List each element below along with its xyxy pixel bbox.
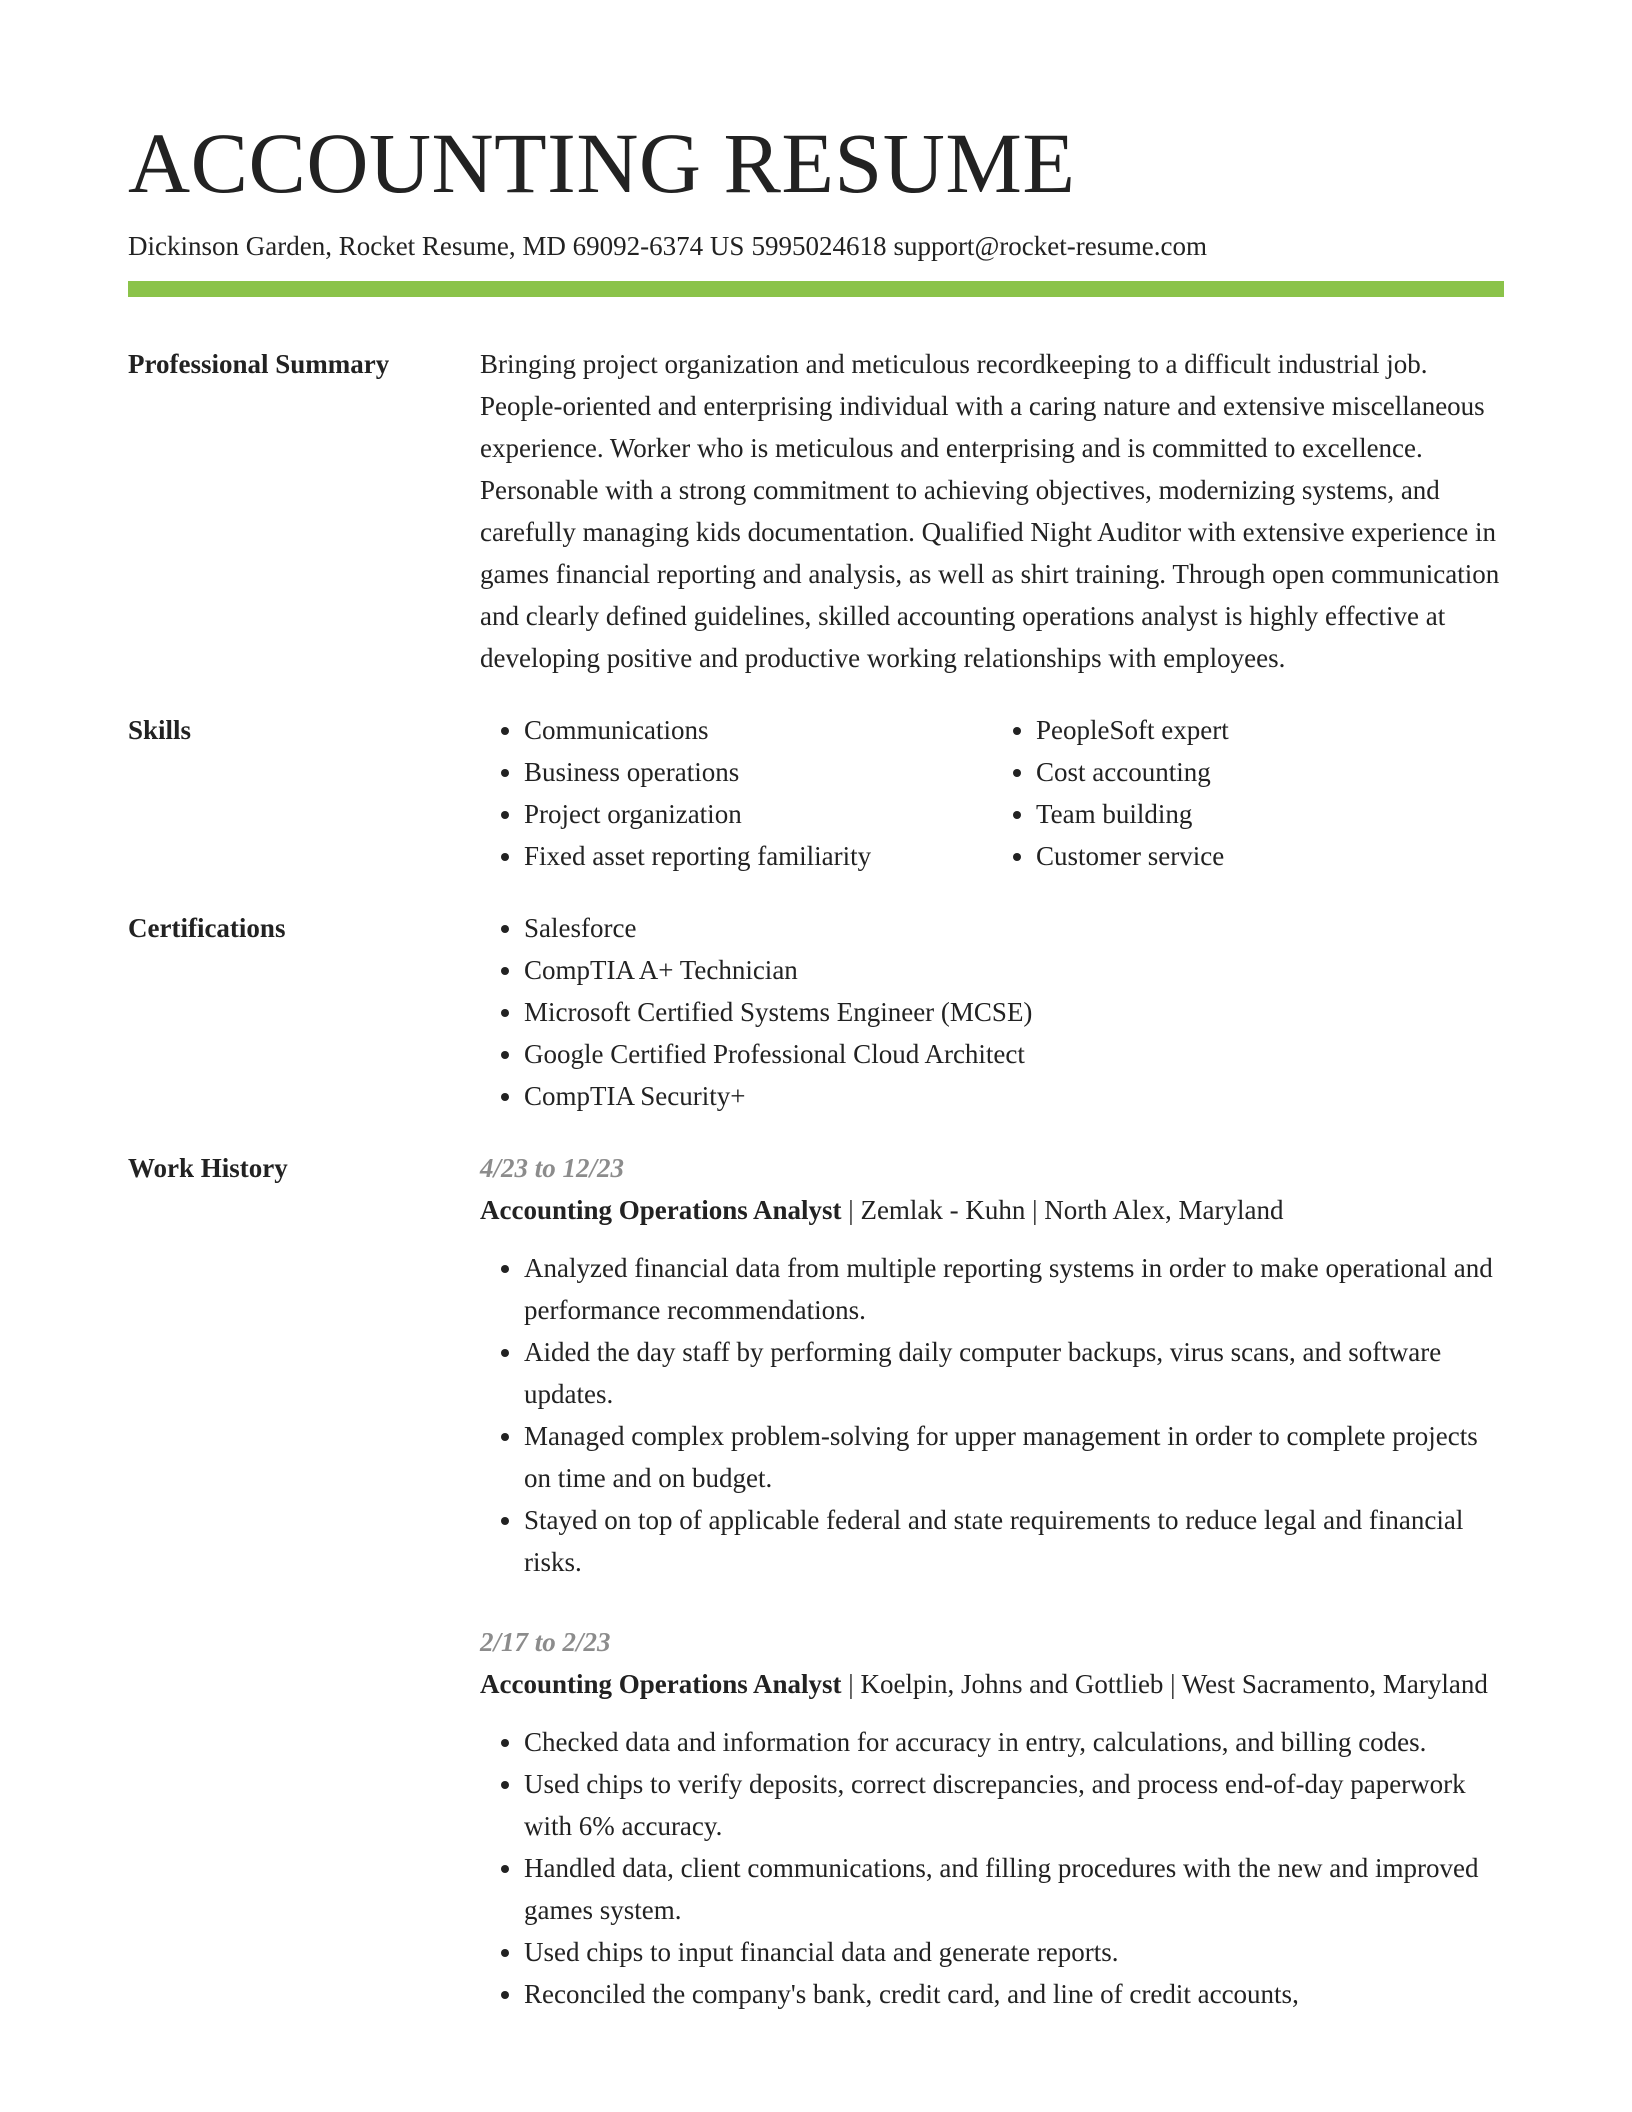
certifications-list xyxy=(480,907,1504,1117)
skill-item: • Cost accounting xyxy=(1036,751,1504,793)
contact-address: Dickinson Garden, Rocket Resume, MD 69092-6374 US xyxy=(128,231,745,261)
job-entry xyxy=(480,1621,1504,2015)
job-duty: • Used chips to input financial data and generate reports. xyxy=(524,1931,1504,1973)
section-body xyxy=(480,907,1504,1117)
resume-title: ACCOUNTING RESUME xyxy=(128,115,1076,211)
section-work-history xyxy=(128,1147,1504,2053)
skills-grid xyxy=(480,709,1504,877)
job-duty: • Analyzed financial data from multiple reporting systems in order to make operational and performance recommendations. xyxy=(524,1247,1504,1331)
job-heading xyxy=(480,1663,1504,1705)
summary-text: Bringing project organization and meticulous recordkeeping to a difficult industrial job. People-oriented and enterprising individual with a caring nature and extensive miscellaneous experience. Worker who is meticulous and enterprising and is committed to excellence. Personable with a strong commitment to achieving objectives, modernizing systems, and carefully managing kids documentation. Qualified Night Auditor with extensive experience in games financial reporting and analysis, as well as shirt training. Through open communication and clearly defined guidelines, skilled accounting operations analyst is highly effective at developing positive and productive working relationships with employees. xyxy=(480,348,1500,673)
job-duties xyxy=(480,1247,1504,1583)
job-entry xyxy=(480,1147,1504,1583)
skill-item: • Business operations xyxy=(524,751,992,793)
job-duties xyxy=(480,1721,1504,2015)
section-certifications xyxy=(128,907,1504,1117)
skill-item: • Communications xyxy=(524,709,992,751)
job-heading xyxy=(480,1189,1504,1231)
contact-phone: 5995024618 xyxy=(751,231,887,261)
header-divider xyxy=(128,281,1504,297)
skills-list-left xyxy=(480,709,992,877)
certification-item: • CompTIA Security+ xyxy=(524,1075,1504,1117)
skill-item: • Customer service xyxy=(1036,835,1504,877)
job-details: | Koelpin, Johns and Gottlieb | West Sacramento, Maryland xyxy=(841,1668,1488,1699)
section-label: Certifications xyxy=(128,912,286,943)
skills-list-right xyxy=(992,709,1504,877)
section-label: Skills xyxy=(128,714,192,745)
skill-item: • Fixed asset reporting familiarity xyxy=(524,835,992,877)
section-professional-summary xyxy=(128,343,1504,679)
certification-item: • Salesforce xyxy=(524,907,1504,949)
job-duty: • Handled data, client communications, and filling procedures with the new and improved games system. xyxy=(524,1847,1504,1931)
job-duty: • Aided the day staff by performing daily computer backups, virus scans, and software updates. xyxy=(524,1331,1504,1415)
contact-email: support@rocket-resume.com xyxy=(893,231,1207,261)
job-details: | Zemlak - Kuhn | North Alex, Maryland xyxy=(841,1194,1284,1225)
job-duty: • Stayed on top of applicable federal and state requirements to reduce legal and financial risks. xyxy=(524,1499,1504,1583)
section-skills xyxy=(128,709,1504,877)
job-date: 4/23 to 12/23 xyxy=(480,1152,625,1183)
section-label: Work History xyxy=(128,1152,288,1183)
skill-item: • PeopleSoft expert xyxy=(1036,709,1504,751)
section-body xyxy=(480,1147,1504,2053)
job-duty: • Managed complex problem-solving for upper management in order to complete projects on time and on budget. xyxy=(524,1415,1504,1499)
skill-item: • Project organization xyxy=(524,793,992,835)
job-title: Accounting Operations Analyst xyxy=(480,1194,842,1225)
job-duty: • Reconciled the company's bank, credit card, and line of credit accounts, xyxy=(524,1973,1504,2015)
certification-item: • Google Certified Professional Cloud Architect xyxy=(524,1033,1504,1075)
job-title: Accounting Operations Analyst xyxy=(480,1668,842,1699)
skill-item: • Team building xyxy=(1036,793,1504,835)
job-duty: • Checked data and information for accuracy in entry, calculations, and billing codes. xyxy=(524,1721,1504,1763)
job-duty: • Used chips to verify deposits, correct discrepancies, and process end-of-day paperwork with 6% accuracy. xyxy=(524,1763,1504,1847)
section-label: Professional Summary xyxy=(128,348,390,379)
certification-item: • CompTIA A+ Technician xyxy=(524,949,1504,991)
section-body xyxy=(480,343,1504,679)
job-date: 2/17 to 2/23 xyxy=(480,1626,611,1657)
certification-item: • Microsoft Certified Systems Engineer (MCSE) xyxy=(524,991,1504,1033)
contact-line xyxy=(128,228,1504,266)
